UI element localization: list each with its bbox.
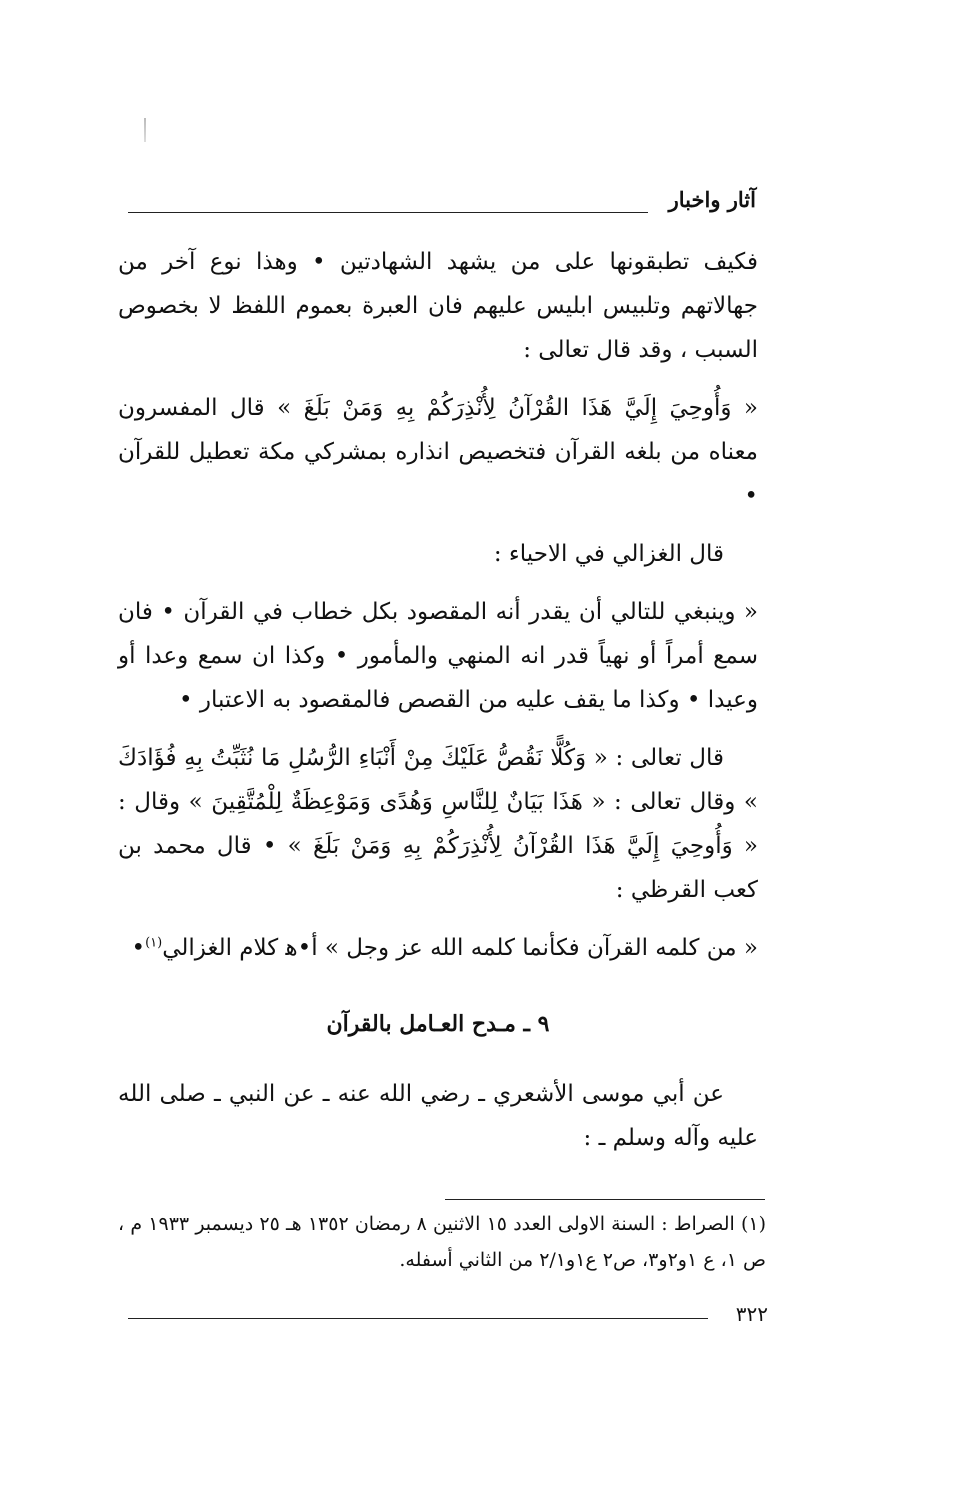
page-footer xyxy=(128,1300,768,1330)
body-text xyxy=(118,240,758,1174)
quote-text: « من كلمه القرآن فكأنما كلمه الله عز وجل » أ•ﻫ كلام الغزالي xyxy=(162,935,758,961)
paragraph-quote xyxy=(118,926,758,970)
footer-rule xyxy=(128,1318,708,1319)
footnote: (١) الصراط : السنة الاولى العدد ١٥ الاثنين ٨ رمضان ١٣٥٢ هـ ٢٥ ديسمبر ١٩٣٣ م ، ص ١، ع ١و٢و٣، ص٢ ع١و٢/١ من الثاني أسفله. xyxy=(118,1213,767,1271)
footnote-rule xyxy=(445,1199,765,1200)
section-paragraph: عن أبي موسى الأشعري ـ رضي الله عنه ـ عن النبي ـ صلى الله عليه وآله وسلم ـ : xyxy=(118,1081,758,1151)
paragraph: فكيف تطبقونها على من يشهد الشهادتين • وهذا نوع آخر من جهالاتهم وتلبيس ابليس عليهم فان العبرة بعموم اللفظ لا بخصوص السبب ، وقد قال تعالى : xyxy=(118,249,758,363)
paragraph: قال الغزالي في الاحياء : xyxy=(493,541,724,567)
section-title: ٩ ـ مـدح العـامل بالقرآن xyxy=(326,1011,550,1037)
scan-mark xyxy=(144,118,146,142)
running-header-title: آثار واخبار xyxy=(668,187,756,212)
end-mark: • xyxy=(131,935,146,961)
header-rule xyxy=(128,212,648,213)
running-header xyxy=(128,186,756,216)
footnote-marker: (١) xyxy=(145,935,163,951)
paragraph: قال تعالى : « وَكُلًّا نَقُصُّ عَلَيْكَ مِنْ أَنْبَاءِ الرُّسُلِ مَا نُثَبِّتُ بِهِ فُؤَادَكَ » وقال تعالى : « هَذَا بَيَانٌ لِلنَّاسِ وَهُدًى وَمَوْعِظَةٌ لِلْمُتَّقِينَ » وقال : « وَأُوحِيَ إِلَيَّ هَذَا القُرْآنُ لِأُنْذِرَكُمْ بِهِ وَمَنْ بَلَغَ » • قال محمد بن كعب القرظي : xyxy=(118,745,758,903)
paragraph: « وَأُوحِيَ إِلَيَّ هَذَا القُرْآنُ لِأُنْذِرَكُمْ بِهِ وَمَنْ بَلَغَ » قال المفسرون معناه من بلغه القرآن فتخصيص انذاره بمشركي مكة تعطيل للقرآن • xyxy=(118,395,758,509)
page-number: ٣٢٢ xyxy=(735,1302,768,1326)
paragraph: « وينبغي للتالي أن يقدر أنه المقصود بكل خطاب في القرآن • فان سمع أمراً أو نهياً قدر انه المنهي والمأمور • وكذا ان سمع وعدا أو وعيدا • وكذا ما يقف عليه من القصص فالمقصود به الاعتبار • xyxy=(118,599,758,713)
